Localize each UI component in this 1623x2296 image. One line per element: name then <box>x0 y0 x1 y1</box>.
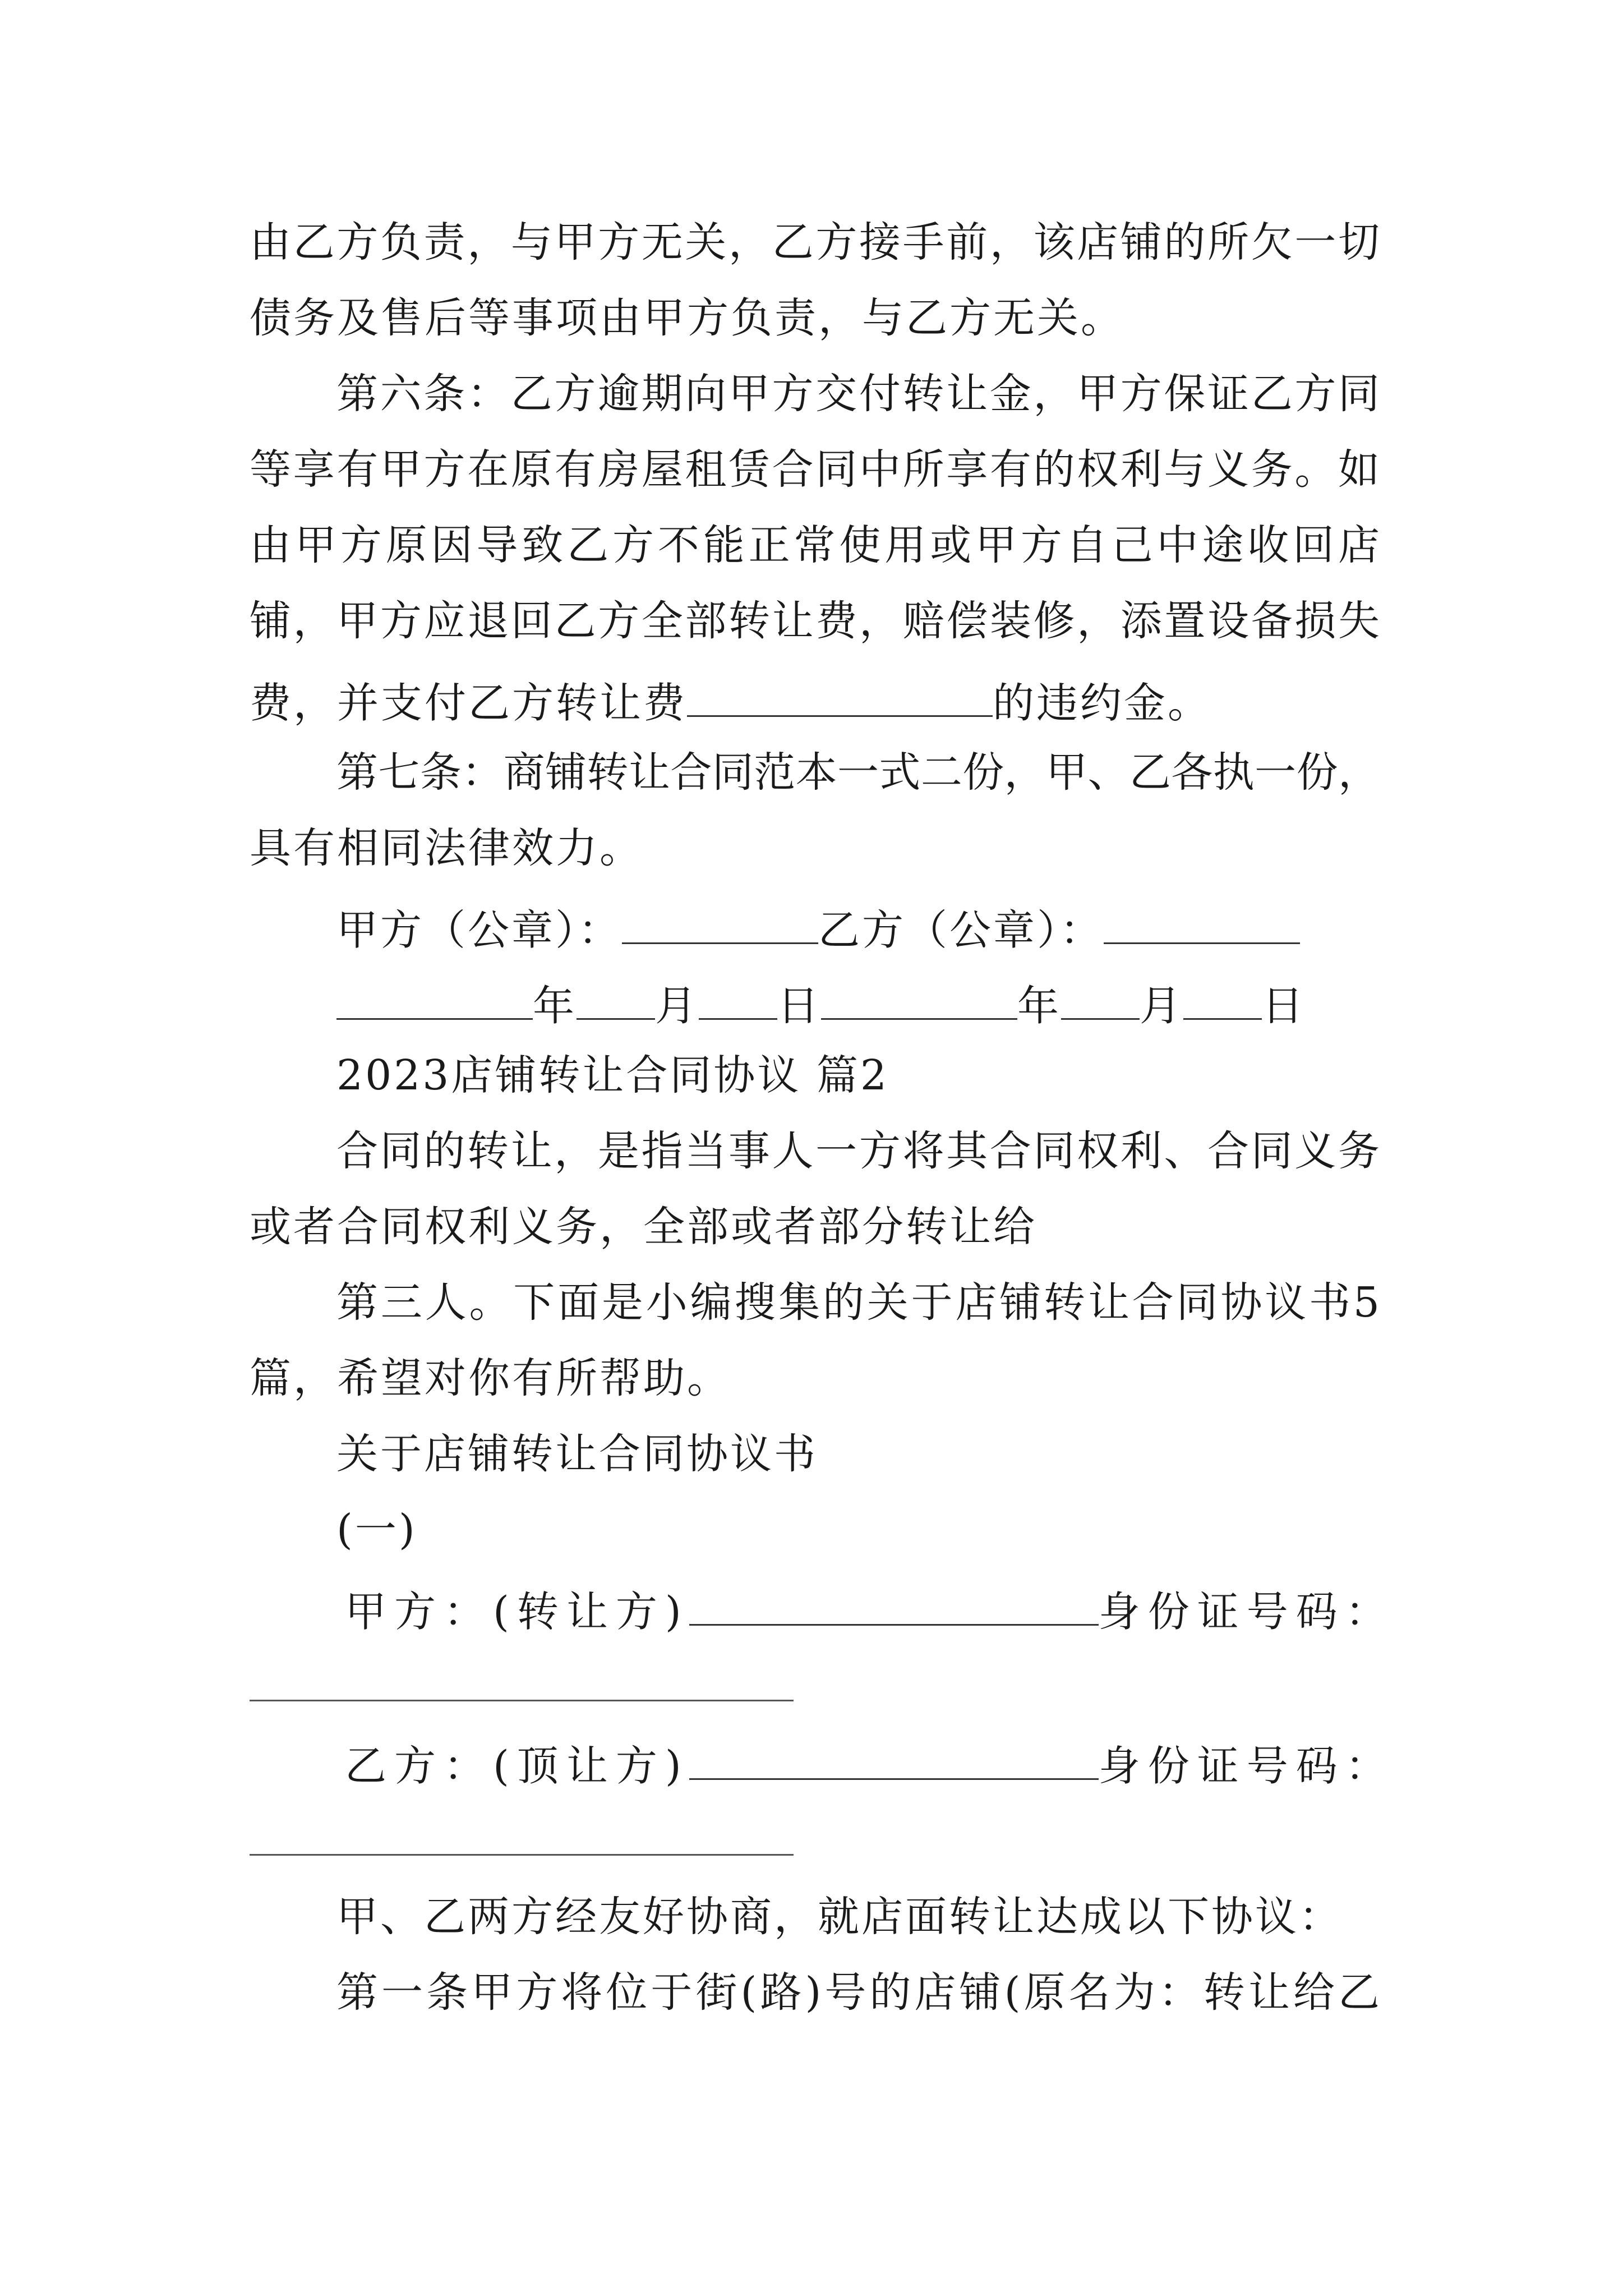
month-label: 月 <box>655 982 699 1030</box>
year-blank <box>821 979 1017 1020</box>
party-a-id-blank <box>250 1700 794 1701</box>
party-a-seal-blank <box>622 903 818 944</box>
text-line: 篇，希望对你有所帮助。 <box>250 1354 731 1402</box>
party-b-id-blank <box>250 1854 794 1856</box>
text-line: 或者合同权利义务，全部或者部分转让给 <box>250 1203 1037 1251</box>
party-a-label: 甲方：(转让方) <box>345 1588 689 1636</box>
year-label: 年 <box>1017 982 1061 1030</box>
month-blank <box>577 979 655 1020</box>
text-line: 由甲方原因导致乙方不能正常使用或甲方自己中途收回店 <box>250 521 1380 569</box>
date-line <box>336 979 1306 1030</box>
text-line: 甲、乙两方经友好协商，就店面转让达成以下协议： <box>336 1893 1343 1941</box>
text-line: 合同的转让，是指当事人一方将其合同权利、合同义务 <box>336 1127 1380 1175</box>
penalty-blank <box>687 676 993 717</box>
party-b-label: 乙方：(顶让方) <box>345 1742 689 1791</box>
section-heading: 2023店铺转让合同协议 篇2 <box>336 1051 889 1099</box>
article-7-line: 第七条：商铺转让合同范本一式二份，甲、乙各执一份， <box>336 748 1380 797</box>
text-line: 债务及售后等事项由甲方负责，与乙方无关。 <box>250 294 1124 342</box>
text-line: 铺，甲方应退回乙方全部转让费，赔偿装修，添置设备损失 <box>250 597 1380 645</box>
day-label: 日 <box>777 982 821 1030</box>
party-a-id-label: 身份证号码： <box>1098 1588 1395 1636</box>
signature-line <box>336 903 1300 955</box>
month-blank <box>1061 979 1140 1020</box>
day-label: 日 <box>1262 982 1306 1030</box>
party-b-id-label: 身份证号码： <box>1098 1742 1395 1791</box>
text-line: 由乙方负责，与甲方无关，乙方接手前，该店铺的所欠一切 <box>250 218 1380 266</box>
subheading-number: (一) <box>336 1506 417 1554</box>
article-6-line: 第六条：乙方逾期向甲方交付转让金，甲方保证乙方同 <box>336 370 1380 418</box>
party-b-blank <box>689 1739 1099 1780</box>
text-line: 第一条甲方将位于街(路)号的店铺(原名为：转让给乙 <box>336 1968 1380 2017</box>
party-a-seal-label: 甲方（公章）： <box>336 906 622 955</box>
day-blank <box>699 979 777 1020</box>
penalty-text-end: 的违约金。 <box>993 679 1211 728</box>
year-blank <box>336 979 533 1020</box>
month-label: 月 <box>1140 982 1183 1030</box>
penalty-line <box>250 676 1211 728</box>
party-b-line <box>345 1739 1395 1791</box>
text-line: 第三人。下面是小编搜集的关于店铺转让合同协议书5 <box>336 1278 1380 1327</box>
text-line: 等享有甲方在原有房屋租赁合同中所享有的权利与义务。如 <box>250 445 1380 494</box>
text-line: 具有相同法律效力。 <box>250 824 643 872</box>
party-a-line <box>345 1585 1395 1636</box>
subheading: 关于店铺转让合同协议书 <box>336 1430 818 1478</box>
party-b-seal-blank <box>1104 903 1300 944</box>
penalty-text: 费，并支付乙方转让费 <box>250 679 687 728</box>
party-a-blank <box>689 1585 1099 1626</box>
party-b-seal-label: 乙方（公章）： <box>818 906 1104 955</box>
day-blank <box>1183 979 1262 1020</box>
year-label: 年 <box>533 982 577 1030</box>
